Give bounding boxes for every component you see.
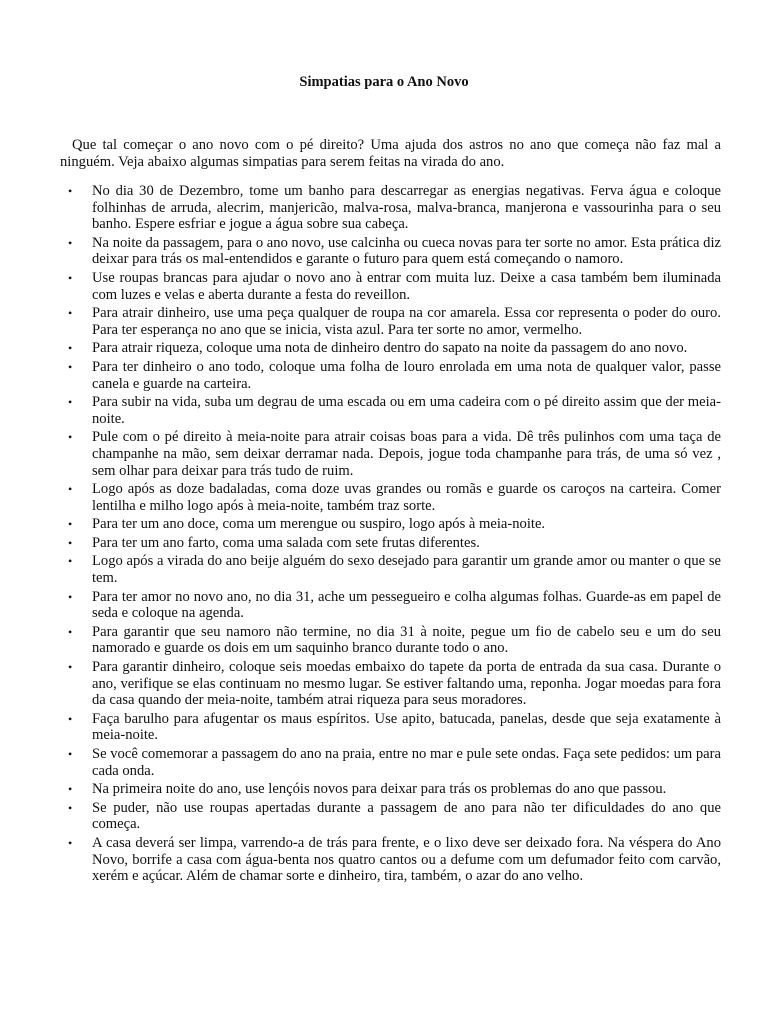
list-item xyxy=(60,535,721,552)
list-item-text: Para garantir que seu namoro não termine, no dia 31 à noite, pegue um fio de cabelo seu e um do seu namorado e guarde os dois em um saquinho branco durante todo o ano. xyxy=(92,623,721,657)
bullet-icon: • xyxy=(68,624,73,639)
bullet-icon: • xyxy=(68,660,73,675)
bullet-icon: • xyxy=(68,747,73,761)
list-item xyxy=(60,711,721,744)
list-item-text: Logo após as doze badaladas, coma doze uvas grandes ou romãs e guarde os caroços na carteira. Comer lentilha e milho logo após à meia-noite, também traz sorte. xyxy=(92,481,721,514)
bullet-icon: • xyxy=(68,359,73,374)
list-item xyxy=(60,183,721,233)
list-item-text: No dia 30 de Dezembro, tome um banho para descarregar as energias negativas. Ferva água e coloque folhinhas de arruda, alecrim, manjericão, malva-rosa, malva-branca, manjerona e vassourinha para o seu banho. Espere esfriar e jogue a água sobre sua cabeça. xyxy=(92,183,721,233)
list-item-text: Se puder, não use roupas apertadas durante a passagem de ano para não ter dificuldades do ano que começa. xyxy=(92,799,721,833)
list-item xyxy=(60,800,721,833)
list-item xyxy=(60,746,721,779)
bullet-icon: • xyxy=(68,782,73,797)
list-item xyxy=(60,835,721,885)
bullet-icon: • xyxy=(68,270,73,285)
list-item-text: Para atrair dinheiro, use uma peça qualquer de roupa na cor amarela. Essa cor representa o poder do ouro. Para ter esperança no ano que se inicia, vista azul. Para ter sorte no amor, vermelho. xyxy=(92,305,721,338)
list-item-text: Para subir na vida, suba um degrau de uma escada ou em uma cadeira com o pé direito assim que der meia-noite. xyxy=(92,394,721,427)
list-item xyxy=(60,270,721,303)
list-item-text: Pule com o pé direito à meia-noite para atrair coisas boas para a vida. Dê três pulinhos com uma taça de champanhe na mão, sem deixar derramar nada. Depois, jogue toda champanhe para trás, de uma só vez , sem olhar para deixar para trás tudo de ruim. xyxy=(92,429,721,479)
bullet-icon: • xyxy=(68,589,73,604)
list-item xyxy=(60,781,721,798)
bullet-icon: • xyxy=(68,341,73,356)
bullet-icon: • xyxy=(68,235,73,250)
list-item xyxy=(60,589,721,622)
bullet-icon: • xyxy=(68,535,73,550)
list-item-text: Para ter um ano farto, coma uma salada com sete frutas diferentes. xyxy=(92,534,480,551)
list-item xyxy=(60,359,721,392)
list-item-text: Faça barulho para afugentar os maus espíritos. Use apito, batucada, panelas, desde que seja exatamente à meia-noite. xyxy=(92,710,721,744)
bullet-icon: • xyxy=(68,395,73,410)
list-item-text: Na noite da passagem, para o ano novo, use calcinha ou cueca novas para ter sorte no amor. Esta prática diz deixar para trás os mal-entendidos e garante o futuro para quem está começando o namoro. xyxy=(92,234,721,268)
bullet-icon: • xyxy=(68,711,73,726)
simpatias-list xyxy=(60,183,721,887)
list-item xyxy=(60,305,721,338)
list-item xyxy=(60,516,721,533)
bullet-icon: • xyxy=(68,306,73,321)
list-item-text: Logo após a virada do ano beije alguém do sexo desejado para garantir um grande amor ou manter o que se tem. xyxy=(92,553,721,587)
bullet-icon: • xyxy=(68,482,73,497)
page-title: Simpatias para o Ano Novo xyxy=(299,74,469,90)
bullet-icon: • xyxy=(68,800,73,815)
list-item xyxy=(60,394,721,427)
list-item-text: Para garantir dinheiro, coloque seis moedas embaixo do tapete da porta de entrada da sua casa. Durante o ano, verifique se elas continuam no mesmo lugar. Se estiver faltando uma, reponha. Jogar moedas para fora da casa quando der meia-noite, também atrai riqueza para seus moradores. xyxy=(92,659,721,709)
list-item xyxy=(60,624,721,657)
list-item-text: Para atrair riqueza, coloque uma nota de dinheiro dentro do sapato na noite da passagem do ano novo. xyxy=(92,340,688,357)
bullet-icon: • xyxy=(68,554,73,569)
list-item xyxy=(60,340,721,357)
list-item-text: A casa deverá ser limpa, varrendo-a de trás para frente, e o lixo deve ser deixado fora. Na véspera do Ano Novo, borrife a casa com água-benta nos quatro cantos ou a defume com um defumador feito com carvão, xerém e açúcar. Além de chamar sorte e dinheiro, tira, também, o azar do ano velho. xyxy=(92,834,721,885)
list-item xyxy=(60,429,721,479)
list-item-text: Para ter um ano doce, coma um merengue ou suspiro, logo após à meia-noite. xyxy=(92,516,546,533)
list-item-text: Se você comemorar a passagem do ano na praia, entre no mar e pule sete ondas. Faça sete pedidos: um para cada onda. xyxy=(92,746,721,779)
intro-paragraph: Que tal começar o ano novo com o pé direito? Uma ajuda dos astros no ano que começa não faz mal a ninguém. Veja abaixo algumas simpatias para serem feitas na virada do ano. xyxy=(60,137,721,171)
bullet-icon: • xyxy=(68,517,73,532)
bullet-icon: • xyxy=(68,835,73,850)
list-item-text: Use roupas brancas para ajudar o novo ano à entrar com muita luz. Deixe a casa também bem iluminada com luzes e velas e aberta durante a festa do reveillon. xyxy=(92,269,721,303)
list-item xyxy=(60,553,721,586)
list-item xyxy=(60,235,721,268)
bullet-icon: • xyxy=(68,184,73,198)
bullet-icon: • xyxy=(68,430,73,445)
list-item-text: Na primeira noite do ano, use lençóis novos para deixar para trás os problemas do ano que passou. xyxy=(92,781,667,798)
list-item-text: Para ter dinheiro o ano todo, coloque uma folha de louro enrolada em uma nota de qualquer valor, passe canela e guarde na carteira. xyxy=(92,358,721,392)
list-item-text: Para ter amor no novo ano, no dia 31, ache um pessegueiro e colha algumas folhas. Guarde-as em papel de seda e coloque na agenda. xyxy=(92,588,721,622)
list-item xyxy=(60,481,721,514)
list-item xyxy=(60,659,721,709)
